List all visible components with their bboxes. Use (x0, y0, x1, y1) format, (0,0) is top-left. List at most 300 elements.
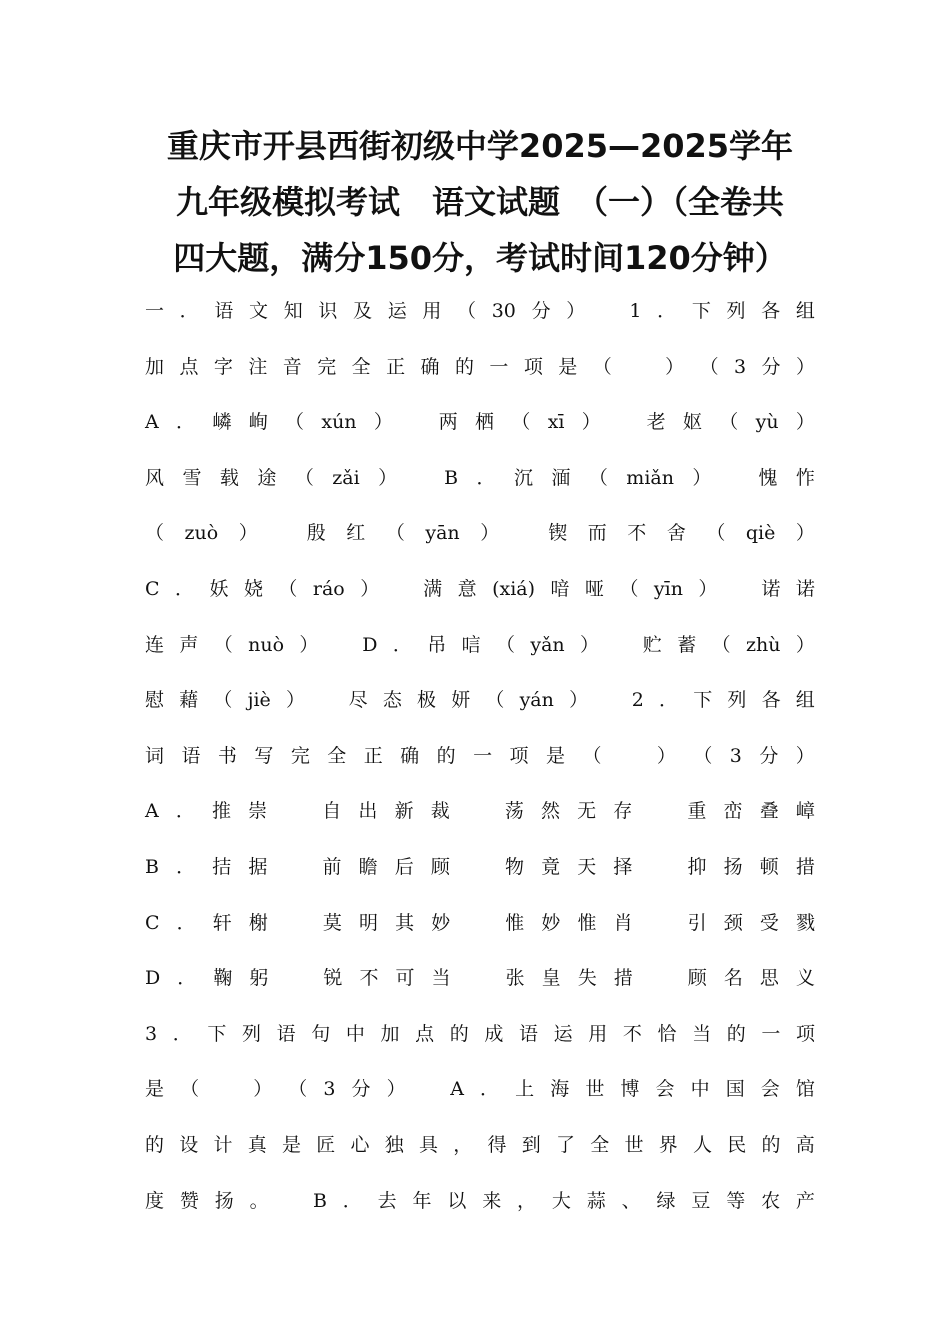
text-token: ． (176, 856, 196, 878)
text-token: 语 (214, 300, 234, 322)
text-token: 书 (217, 744, 237, 767)
text-token: A (145, 411, 159, 434)
text-token: 风 (145, 466, 165, 489)
text-token: 的 (454, 355, 474, 378)
text-token: yù (755, 411, 779, 434)
text-token: 顾 (687, 967, 707, 990)
text-token: 娆 (243, 578, 263, 600)
text-token: 怍 (795, 466, 815, 489)
text-token: B (312, 1189, 327, 1212)
text-token: 妖 (209, 578, 229, 600)
body-line (145, 633, 815, 656)
text-token: 确 (400, 744, 420, 767)
text-token: （ (285, 411, 305, 434)
text-token: （ (385, 522, 405, 545)
text-token: C (145, 578, 160, 600)
text-token: 不 (627, 522, 647, 545)
text-token: 世 (624, 1134, 644, 1156)
text-token: 途 (257, 466, 277, 489)
text-token: miǎn (626, 466, 674, 489)
text-token: （ (213, 633, 233, 656)
text-token: 分 (351, 1078, 371, 1101)
text-token: ． (175, 800, 195, 823)
text-token: yǎn (530, 633, 565, 656)
text-token: （ (693, 744, 713, 767)
text-token: 极 (417, 689, 437, 712)
text-token: 贮 (642, 633, 662, 656)
text-token: 分 (759, 744, 779, 767)
text-token: 藉 (179, 689, 199, 712)
text-token: 其 (395, 911, 415, 934)
text-token: ） (480, 522, 528, 545)
text-token: D (145, 967, 161, 990)
text-token: 明 (359, 911, 379, 934)
text-token: ） (253, 1078, 273, 1101)
text-token: 抑 (687, 856, 707, 878)
text-token: 及 (353, 300, 373, 322)
text-token: zuò (184, 522, 219, 545)
text-token: 来 (482, 1189, 502, 1212)
text-token: zǎi (332, 466, 360, 489)
text-token: 完 (290, 744, 310, 767)
text-token: 各 (761, 689, 781, 712)
text-token: 音 (282, 355, 302, 378)
text-token: 确 (420, 355, 440, 378)
text-token: B (145, 856, 159, 878)
body-line (145, 744, 815, 767)
text-token: 尽 (348, 689, 368, 712)
text-token: （ (485, 689, 505, 712)
text-token: xún (321, 411, 357, 434)
text-token: 一 (473, 744, 493, 767)
title-line-1: 重庆市开县西街初级中学2025—2025学年 (166, 127, 794, 165)
text-token: 老 (646, 411, 666, 434)
text-token: 组 (795, 300, 815, 322)
text-token: 点 (415, 1022, 435, 1045)
text-token: 点 (179, 355, 199, 378)
text-token: 新 (394, 800, 414, 823)
text-token: 满 (423, 578, 443, 600)
text-token: 世 (585, 1078, 605, 1101)
text-token: 产 (795, 1189, 815, 1212)
text-token: 高 (795, 1134, 815, 1156)
text-token: 皇 (541, 967, 561, 990)
text-token: ） (580, 633, 628, 656)
text-token: 择 (613, 856, 671, 878)
text-token: ． (476, 466, 496, 489)
text-token: 存 (613, 800, 671, 823)
text-token: 句 (311, 1022, 331, 1045)
text-token: 峋 (248, 411, 268, 434)
text-token: 唁 (461, 633, 481, 656)
body-line (145, 802, 815, 821)
body-line (145, 969, 815, 988)
text-token: ） (238, 522, 287, 545)
body-line (145, 1022, 815, 1045)
text-token: 湎 (551, 466, 571, 489)
text-token: 肖 (613, 911, 671, 934)
text-token: ， (517, 1189, 537, 1212)
text-token: ） (656, 744, 676, 767)
text-token: 愧 (758, 466, 778, 489)
text-token: （ (511, 411, 531, 434)
text-token: 语 (518, 1022, 538, 1045)
text-token: 到 (521, 1134, 541, 1156)
text-token: 红 (346, 522, 366, 545)
text-token: 物 (504, 856, 524, 878)
text-token: 受 (759, 911, 779, 934)
body-line (145, 911, 815, 934)
text-token: 海 (550, 1078, 570, 1101)
text-token: 用 (422, 300, 442, 322)
text-token: 嶂 (795, 800, 815, 823)
text-token: 诺 (795, 578, 815, 600)
text-token: ． (172, 1022, 192, 1045)
text-token: 博 (620, 1078, 640, 1101)
text-token: 的 (761, 1134, 781, 1156)
text-token: 设 (179, 1134, 199, 1156)
text-token: （ (294, 466, 314, 489)
text-token: 两 (438, 411, 458, 434)
text-token: ． (176, 911, 196, 934)
text-token: 舍 (666, 522, 686, 545)
text-token: ． (657, 300, 677, 322)
text-token: 恰 (657, 1022, 677, 1045)
text-token: 知 (283, 300, 303, 322)
text-token: 然 (540, 800, 560, 823)
text-token: 顿 (759, 856, 779, 878)
text-token: 项 (509, 744, 529, 767)
text-token: A (450, 1078, 464, 1101)
text-token: 绿 (656, 1189, 676, 1212)
text-token: yīn (653, 578, 683, 600)
text-token: 当 (431, 967, 489, 990)
text-token: 完 (317, 355, 337, 378)
text-token: 会 (760, 1078, 780, 1101)
text-token: 词 (145, 744, 165, 767)
text-token: 匠 (316, 1134, 336, 1156)
text-token: （ (496, 633, 516, 656)
text-token: 全 (327, 744, 347, 767)
text-token: （ (719, 411, 739, 434)
text-token: 是 (545, 744, 565, 767)
text-token: 可 (395, 967, 415, 990)
body-line (145, 580, 815, 599)
text-token: 戮 (795, 911, 815, 934)
text-token: 上 (515, 1078, 535, 1101)
text-token: （ (180, 1078, 238, 1101)
text-token: 一 (489, 355, 509, 378)
text-token: 下 (691, 300, 711, 322)
text-token: B (444, 466, 459, 489)
text-token: 项 (795, 1022, 815, 1045)
text-token: 运 (553, 1022, 573, 1045)
body-line (145, 355, 815, 378)
text-token: 组 (795, 689, 815, 712)
text-token: 态 (382, 689, 402, 712)
text-token: （ (582, 744, 640, 767)
text-token: （ (706, 522, 726, 545)
text-token: 重 (687, 800, 707, 823)
text-token: 义 (795, 967, 815, 990)
text-token: 、 (621, 1189, 641, 1212)
text-token: 载 (219, 466, 239, 489)
text-token: 后 (394, 856, 414, 878)
text-token: 张 (505, 967, 525, 990)
text-token: 栖 (475, 411, 495, 434)
text-token: 运 (387, 300, 407, 322)
text-token: 吊 (427, 633, 447, 656)
text-token: ． (659, 689, 679, 712)
text-token: （ (145, 522, 165, 545)
text-token: 各 (761, 300, 781, 322)
text-token: D (362, 633, 378, 656)
text-token: 诺 (761, 578, 781, 600)
body-line (145, 1080, 815, 1099)
text-token: 注 (248, 355, 268, 378)
text-token: 。 (249, 1189, 298, 1212)
text-token: 雪 (182, 466, 202, 489)
text-token: 惟 (505, 911, 525, 934)
text-token: 界 (658, 1134, 678, 1156)
text-token: 列 (727, 689, 747, 712)
text-token: ． (392, 633, 412, 656)
text-token: 全 (590, 1134, 610, 1156)
text-token: 锐 (323, 967, 343, 990)
text-token: 字 (213, 355, 233, 378)
text-token: ） (692, 466, 740, 489)
text-token: 大 (551, 1189, 571, 1212)
body-line (145, 1189, 815, 1212)
text-token: 项 (523, 355, 543, 378)
text-token: 去 (377, 1189, 397, 1212)
text-token: 的 (449, 1022, 469, 1045)
text-token: 赞 (179, 1189, 199, 1212)
text-token: ） (373, 411, 422, 434)
text-token: 自 (322, 800, 342, 823)
text-token: 竟 (541, 856, 561, 878)
text-token: 当 (692, 1022, 712, 1045)
text-token: ） (378, 466, 426, 489)
text-token: 意 (457, 578, 477, 600)
text-token: 年 (412, 1189, 432, 1212)
text-token: 度 (145, 1189, 165, 1212)
text-token: 顾 (430, 856, 488, 878)
text-token: 语 (181, 744, 201, 767)
text-token: ） (795, 633, 815, 656)
text-token: yān (425, 522, 460, 545)
text-token: （ (588, 466, 608, 489)
text-token: 躬 (249, 967, 307, 990)
text-token: ， (453, 1134, 473, 1156)
text-token: ） (795, 744, 815, 767)
text-token: ． (177, 967, 197, 990)
text-token: 裁 (430, 800, 488, 823)
text-token: 连 (145, 633, 165, 656)
text-token: yán (519, 689, 554, 712)
text-token: C (145, 911, 160, 934)
text-token: 3 (323, 1078, 336, 1101)
text-token: 哑 (584, 578, 604, 600)
text-token: 的 (726, 1022, 746, 1045)
text-token: ） (299, 633, 347, 656)
text-token: 嶙 (212, 411, 232, 434)
text-token: nuò (248, 633, 285, 656)
text-token: 妙 (431, 911, 489, 934)
text-token: 崇 (248, 800, 306, 823)
text-token: ） (698, 578, 746, 600)
text-token: 中 (345, 1022, 365, 1045)
text-token: 了 (556, 1134, 576, 1156)
text-token: zhù (746, 633, 781, 656)
text-token: 推 (212, 800, 232, 823)
text-token: 列 (726, 300, 746, 322)
text-token: 成 (484, 1022, 504, 1045)
text-token: 30 (491, 300, 516, 322)
text-token: 计 (213, 1134, 233, 1156)
text-token: 农 (761, 1189, 781, 1212)
text-token: 颈 (723, 911, 743, 934)
text-token: 豆 (691, 1189, 711, 1212)
text-token: 写 (254, 744, 274, 767)
text-token: （ (711, 633, 731, 656)
text-token: 民 (727, 1134, 747, 1156)
text-token: 加 (380, 1022, 400, 1045)
text-token: 而 (587, 522, 607, 545)
text-token: 锲 (548, 522, 568, 545)
text-token: ráo (312, 578, 345, 600)
text-token: 以 (447, 1189, 467, 1212)
text-token: 名 (723, 967, 743, 990)
text-token: A (145, 800, 159, 823)
text-token: 前 (322, 856, 342, 878)
text-token: 分 (531, 300, 551, 322)
text-token: 正 (363, 744, 383, 767)
text-token: （ (619, 578, 639, 600)
text-token: ） (795, 522, 815, 545)
text-token: 2 (631, 689, 644, 712)
text-token: 慰 (145, 689, 165, 712)
text-token: 具 (419, 1134, 439, 1156)
text-token: 文 (249, 300, 269, 322)
text-token: 轩 (212, 911, 232, 934)
text-token: ） (360, 578, 408, 600)
title-line-3: 四大题，满分150分，考试时间120分钟） (173, 239, 787, 277)
text-token: 独 (384, 1134, 404, 1156)
text-token: 语 (276, 1022, 296, 1045)
text-token: 妙 (541, 911, 561, 934)
text-token: （ (592, 355, 650, 378)
text-token: (xiá) (492, 578, 536, 600)
body-line (145, 302, 815, 321)
text-token: 妍 (451, 689, 471, 712)
text-token: ． (480, 1078, 500, 1101)
text-token: 沉 (513, 466, 533, 489)
text-token: 1 (629, 300, 642, 322)
text-token: 3 (145, 1022, 158, 1045)
text-token: 思 (759, 967, 779, 990)
text-token: 据 (248, 856, 306, 878)
text-token: 识 (318, 300, 338, 322)
text-token: 等 (726, 1189, 746, 1212)
text-token: ． (176, 411, 196, 434)
text-token: ． (175, 578, 195, 600)
text-token: 中 (690, 1078, 710, 1101)
text-token: 榭 (248, 911, 306, 934)
text-token: qiè (745, 522, 776, 545)
text-token: ） (795, 411, 815, 434)
text-token: 国 (725, 1078, 745, 1101)
text-token: （ (213, 689, 233, 712)
text-token: 得 (487, 1134, 507, 1156)
text-token: （ (699, 355, 719, 378)
text-token: 扬 (723, 856, 743, 878)
text-token: 是 (145, 1078, 165, 1101)
text-token: （ (457, 300, 477, 322)
text-token: ） (566, 300, 614, 322)
text-token: 3 (734, 355, 747, 378)
text-token: 正 (386, 355, 406, 378)
text-token: 加 (145, 355, 165, 378)
text-token: 惟 (577, 911, 597, 934)
body-line (145, 1136, 815, 1155)
text-token: 3 (729, 744, 742, 767)
text-token: ） (285, 689, 334, 712)
text-token: 殷 (306, 522, 326, 545)
text-token: 心 (350, 1134, 370, 1156)
text-token: ） (665, 355, 685, 378)
text-token: 引 (687, 911, 707, 934)
body-line (145, 858, 815, 877)
text-token: ） (795, 355, 815, 378)
text-token: ） (581, 411, 630, 434)
text-token: 是 (282, 1134, 302, 1156)
text-token: ． (342, 1189, 362, 1212)
text-token: 下 (207, 1022, 227, 1045)
text-token: 会 (655, 1078, 675, 1101)
text-token: 分 (761, 355, 781, 378)
text-token: jiè (247, 689, 271, 712)
text-token: 真 (247, 1134, 267, 1156)
text-token: 瞻 (358, 856, 378, 878)
text-token: ） (569, 689, 617, 712)
body-line (145, 524, 815, 543)
text-token: 峦 (723, 800, 743, 823)
text-token: ） (386, 1078, 435, 1101)
text-token: 下 (693, 689, 713, 712)
text-token: 列 (241, 1022, 261, 1045)
text-token: ． (179, 300, 199, 322)
text-token: 蓄 (677, 633, 697, 656)
text-token: 用 (588, 1022, 608, 1045)
text-token: 鞠 (213, 967, 233, 990)
text-token: 的 (145, 1134, 165, 1156)
text-token: 失 (577, 967, 597, 990)
text-token: 叠 (759, 800, 779, 823)
text-token: 拮 (212, 856, 232, 878)
text-token: 蒜 (586, 1189, 606, 1212)
text-token: xī (547, 411, 565, 434)
text-token: 扬 (214, 1189, 234, 1212)
text-token: 馆 (795, 1078, 815, 1101)
text-token: 荡 (504, 800, 524, 823)
text-token: 措 (613, 967, 671, 990)
text-token: 无 (577, 800, 597, 823)
text-token: 天 (577, 856, 597, 878)
text-token: 人 (693, 1134, 713, 1156)
title-line-2: 九年级模拟考试 语文试题 （一）（全卷共 (175, 183, 784, 221)
text-token: （ (278, 578, 298, 600)
